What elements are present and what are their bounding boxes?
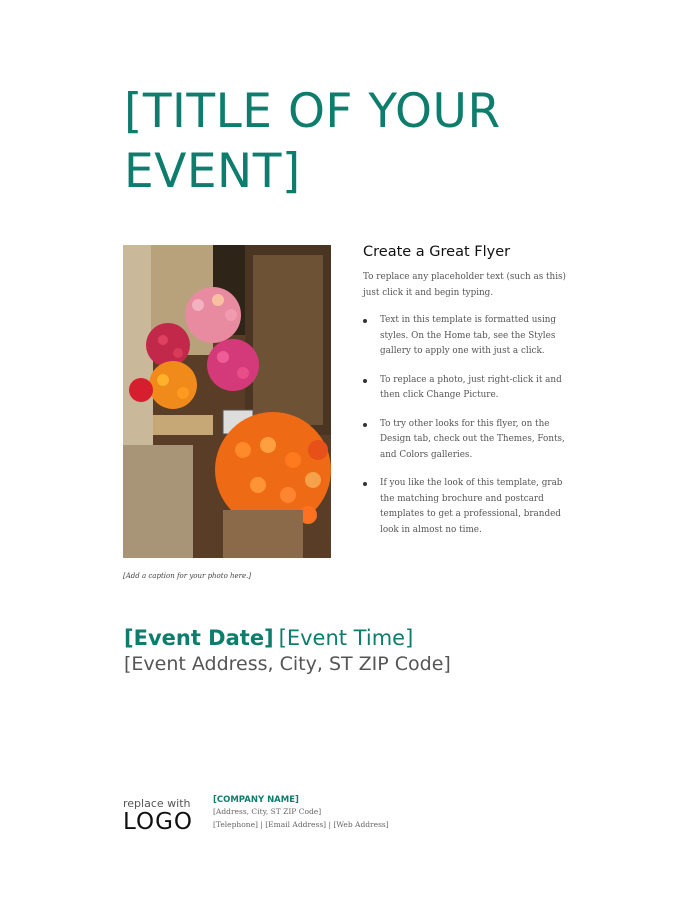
event-title-line1[interactable]: [TITLE OF YOUR — [124, 84, 501, 139]
sidebar-bullet-list — [363, 313, 578, 538]
sidebar-bullet[interactable] — [363, 313, 578, 360]
event-date[interactable]: [Event Date] — [124, 626, 274, 650]
bullet-text: To try other looks for this flyer, on the Design tab, check out the Themes, Fonts, and Colors galleries. — [380, 418, 565, 460]
event-address[interactable]: [Event Address, City, ST ZIP Code] — [124, 653, 451, 675]
company-address[interactable]: [Address, City, ST ZIP Code] — [213, 807, 322, 816]
photo-caption[interactable]: [Add a caption for your photo here.] — [123, 572, 252, 580]
event-title[interactable] — [124, 82, 604, 202]
sidebar-bullet[interactable] — [363, 373, 578, 404]
sidebar-heading[interactable]: Create a Great Flyer — [363, 244, 511, 260]
sidebar-tips — [363, 244, 578, 551]
logo-big-text: LOGO — [123, 809, 194, 835]
event-time[interactable]: [Event Time] — [278, 626, 414, 650]
flower-stall-image — [123, 245, 331, 558]
sidebar-bullet[interactable] — [363, 417, 578, 464]
bullet-text: To replace a photo, just right-click it and then click Change Picture. — [380, 374, 562, 400]
bullet-icon — [363, 423, 367, 427]
event-title-line2[interactable]: EVENT] — [124, 144, 301, 199]
bullet-icon — [363, 319, 367, 323]
event-datetime — [124, 626, 451, 650]
sidebar-bullet[interactable] — [363, 476, 578, 538]
company-name[interactable]: [COMPANY NAME] — [213, 795, 299, 805]
flower-photo[interactable] — [123, 245, 331, 558]
bullet-text: If you like the look of this template, grab the matching brochure and postcard templates to get a professional, branded look in almost no time. — [380, 478, 563, 535]
event-details — [124, 626, 451, 675]
company-info — [213, 795, 389, 831]
sidebar-intro[interactable]: To replace any placeholder text (such as this) just click it and begin typing. — [363, 272, 566, 298]
bullet-icon — [363, 482, 367, 486]
bullet-text: Text in this template is formatted using styles. On the Home tab, see the Styles gallery to apply one with just a click. — [380, 315, 557, 356]
logo-small-text: replace with — [123, 797, 191, 810]
company-contact[interactable]: [Telephone] | [Email Address] | [Web Address] — [213, 820, 389, 829]
bullet-icon — [363, 379, 367, 383]
logo-placeholder[interactable] — [123, 797, 193, 835]
